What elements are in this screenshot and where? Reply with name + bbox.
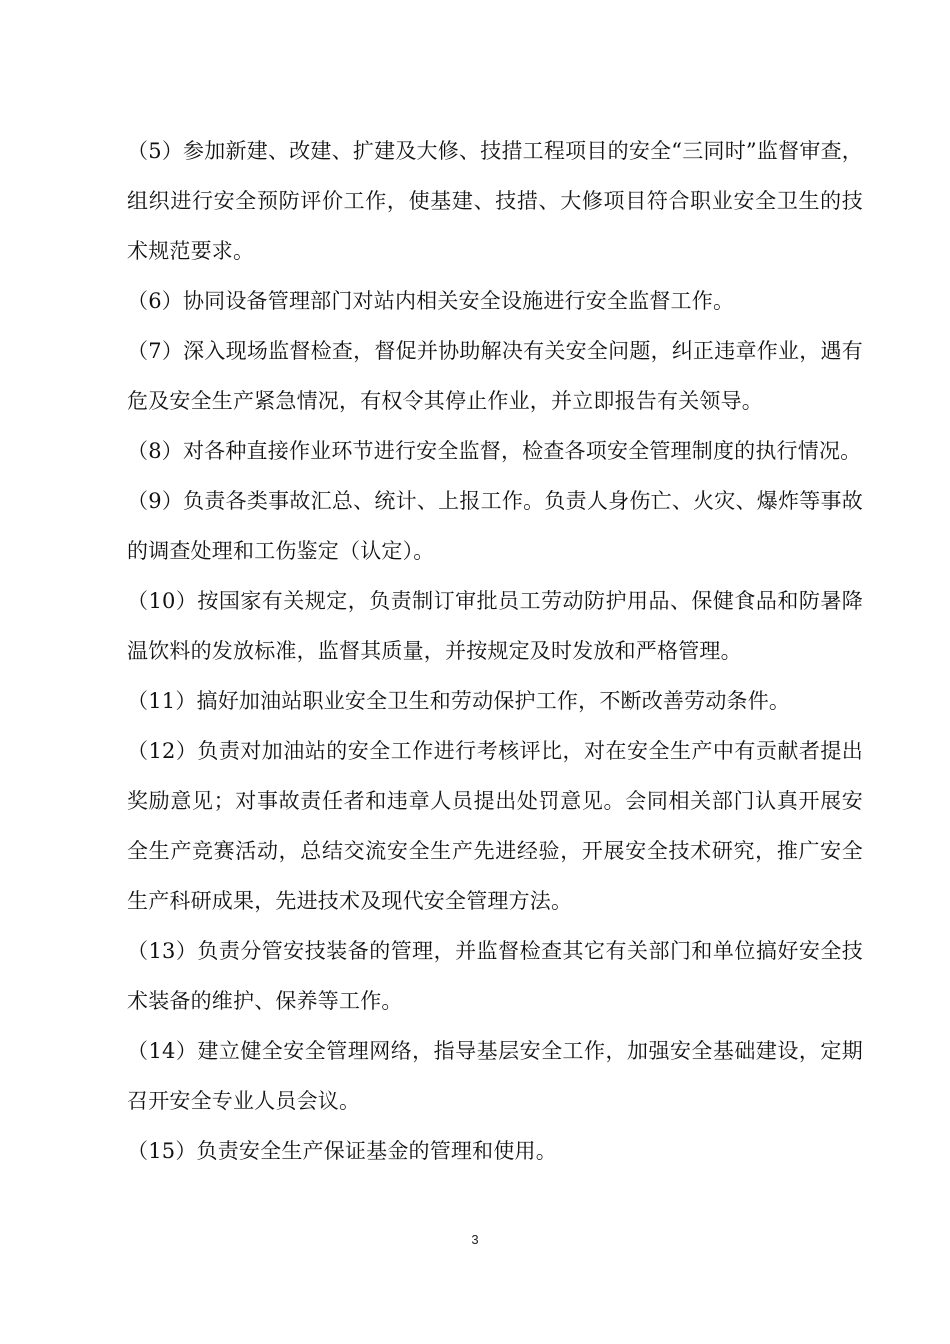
paragraph-item-12: （12）负责对加油站的安全工作进行考核评比，对在安全生产中有贡献者提出奖励意见；对事故责任者和违章人员提出处罚意见。会同相关部门认真开展安全生产竞赛活动，总结交流安全生产先进经验，开展安全技术研究，推广安全生产科研成果，先进技术及现代安全管理方法。 xyxy=(127,739,863,913)
paragraph-item-14: （14）建立健全安全管理网络，指导基层安全工作，加强安全基础建设，定期召开安全专业人员会议。 xyxy=(127,1039,863,1113)
paragraph-item-15: （15）负责安全生产保证基金的管理和使用。 xyxy=(127,1139,557,1163)
paragraph-item-10: （10）按国家有关规定，负责制订审批员工劳动防护用品、保健食品和防暑降温饮料的发放标准，监督其质量，并按规定及时发放和严格管理。 xyxy=(127,589,863,663)
page-number: 3 xyxy=(471,1232,479,1247)
paragraph-item-11: （11）搞好加油站职业安全卫生和劳动保护工作，不断改善劳动条件。 xyxy=(127,689,791,713)
paragraph-item-9: （9）负责各类事故汇总、统计、上报工作。负责人身伤亡、火灾、爆炸等事故的调查处理和工伤鉴定（认定）。 xyxy=(127,489,863,563)
paragraph-item-7: （7）深入现场监督检查，督促并协助解决有关安全问题，纠正违章作业，遇有危及安全生产紧急情况，有权令其停止作业，并立即报告有关领导。 xyxy=(127,339,863,413)
paragraph-item-13: （13）负责分管安技装备的管理，并监督检查其它有关部门和单位搞好安全技术装备的维护、保养等工作。 xyxy=(127,939,863,1013)
paragraph-item-8: （8）对各种直接作业环节进行安全监督，检查各项安全管理制度的执行情况。 xyxy=(127,439,862,463)
paragraph-item-6: （6）协同设备管理部门对站内相关安全设施进行安全监督工作。 xyxy=(127,289,735,313)
paragraph-item-5: （5）参加新建、改建、扩建及大修、技措工程项目的安全“三同时”监督审查，组织进行安全预防评价工作，使基建、技措、大修项目符合职业安全卫生的技术规范要求。 xyxy=(127,139,863,263)
document-body xyxy=(127,126,863,1176)
